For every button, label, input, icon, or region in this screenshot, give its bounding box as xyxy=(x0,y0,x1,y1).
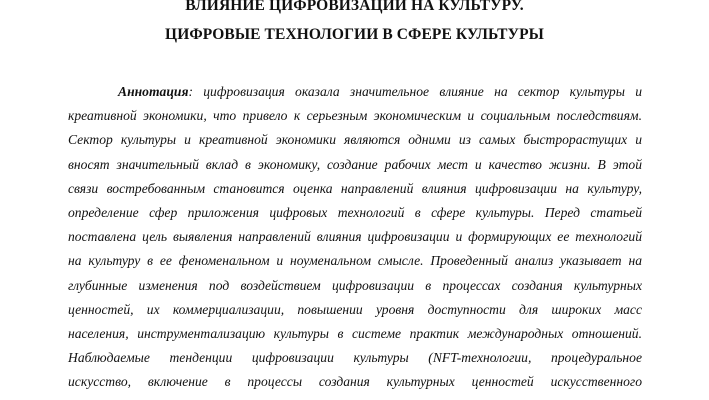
abstract-line: вносят значительный вклад в экономику, создание рабочих мест и качество жизни. В этой xyxy=(68,156,642,172)
abstract-line xyxy=(68,82,642,106)
abstract-line: определение сфер приложения цифровых технологий в сфере культуры. Перед статьей xyxy=(68,204,642,220)
article-title-line-2: ЦИФРОВЫЕ ТЕХНОЛОГИИ В СФЕРЕ КУЛЬТУРЫ xyxy=(165,26,544,43)
abstract-line: связи востребованным становится оценка направлений влияния цифровизации на культуру, xyxy=(68,180,642,196)
abstract-line: креативной экономики, что привело к серьезным экономическим и социальным последствиям. xyxy=(68,108,642,124)
abstract-line-text: : цифровизация оказала значительное влияние на сектор культуры и xyxy=(188,84,642,99)
abstract-line: ценностей, их коммерциализации, повышении уровня доступности для широких масс xyxy=(68,301,642,317)
abstract-paragraph xyxy=(68,82,642,396)
abstract-line: Наблюдаемые тенденции цифровизации культуры (NFT-технологии, процедуральное xyxy=(68,350,642,366)
abstract-line: искусство, включение в процессы создания культурных ценностей искусственного xyxy=(68,374,642,390)
abstract-line: Сектор культуры и креативной экономики являются одними из самых быстрорастущих и xyxy=(68,132,642,148)
abstract-label: Аннотация xyxy=(118,84,189,99)
abstract-line: глубинные изменения под воздействием цифровизации в процессах создания культурных xyxy=(68,277,642,293)
abstract-line: поставлена цель выявления направлений влияния цифровизации и формирующих ее технологий xyxy=(68,229,642,245)
abstract-line: на культуру в ее феноменальном и ноуменальном смысле. Проведенный анализ указывает на xyxy=(68,253,642,269)
abstract-line: населения, инструментализацию культуры в системе практик международных отношений. xyxy=(68,325,642,341)
article-title-line-1: ВЛИЯНИЕ ЦИФРОВИЗАЦИИ НА КУЛЬТУРУ. xyxy=(185,0,524,14)
